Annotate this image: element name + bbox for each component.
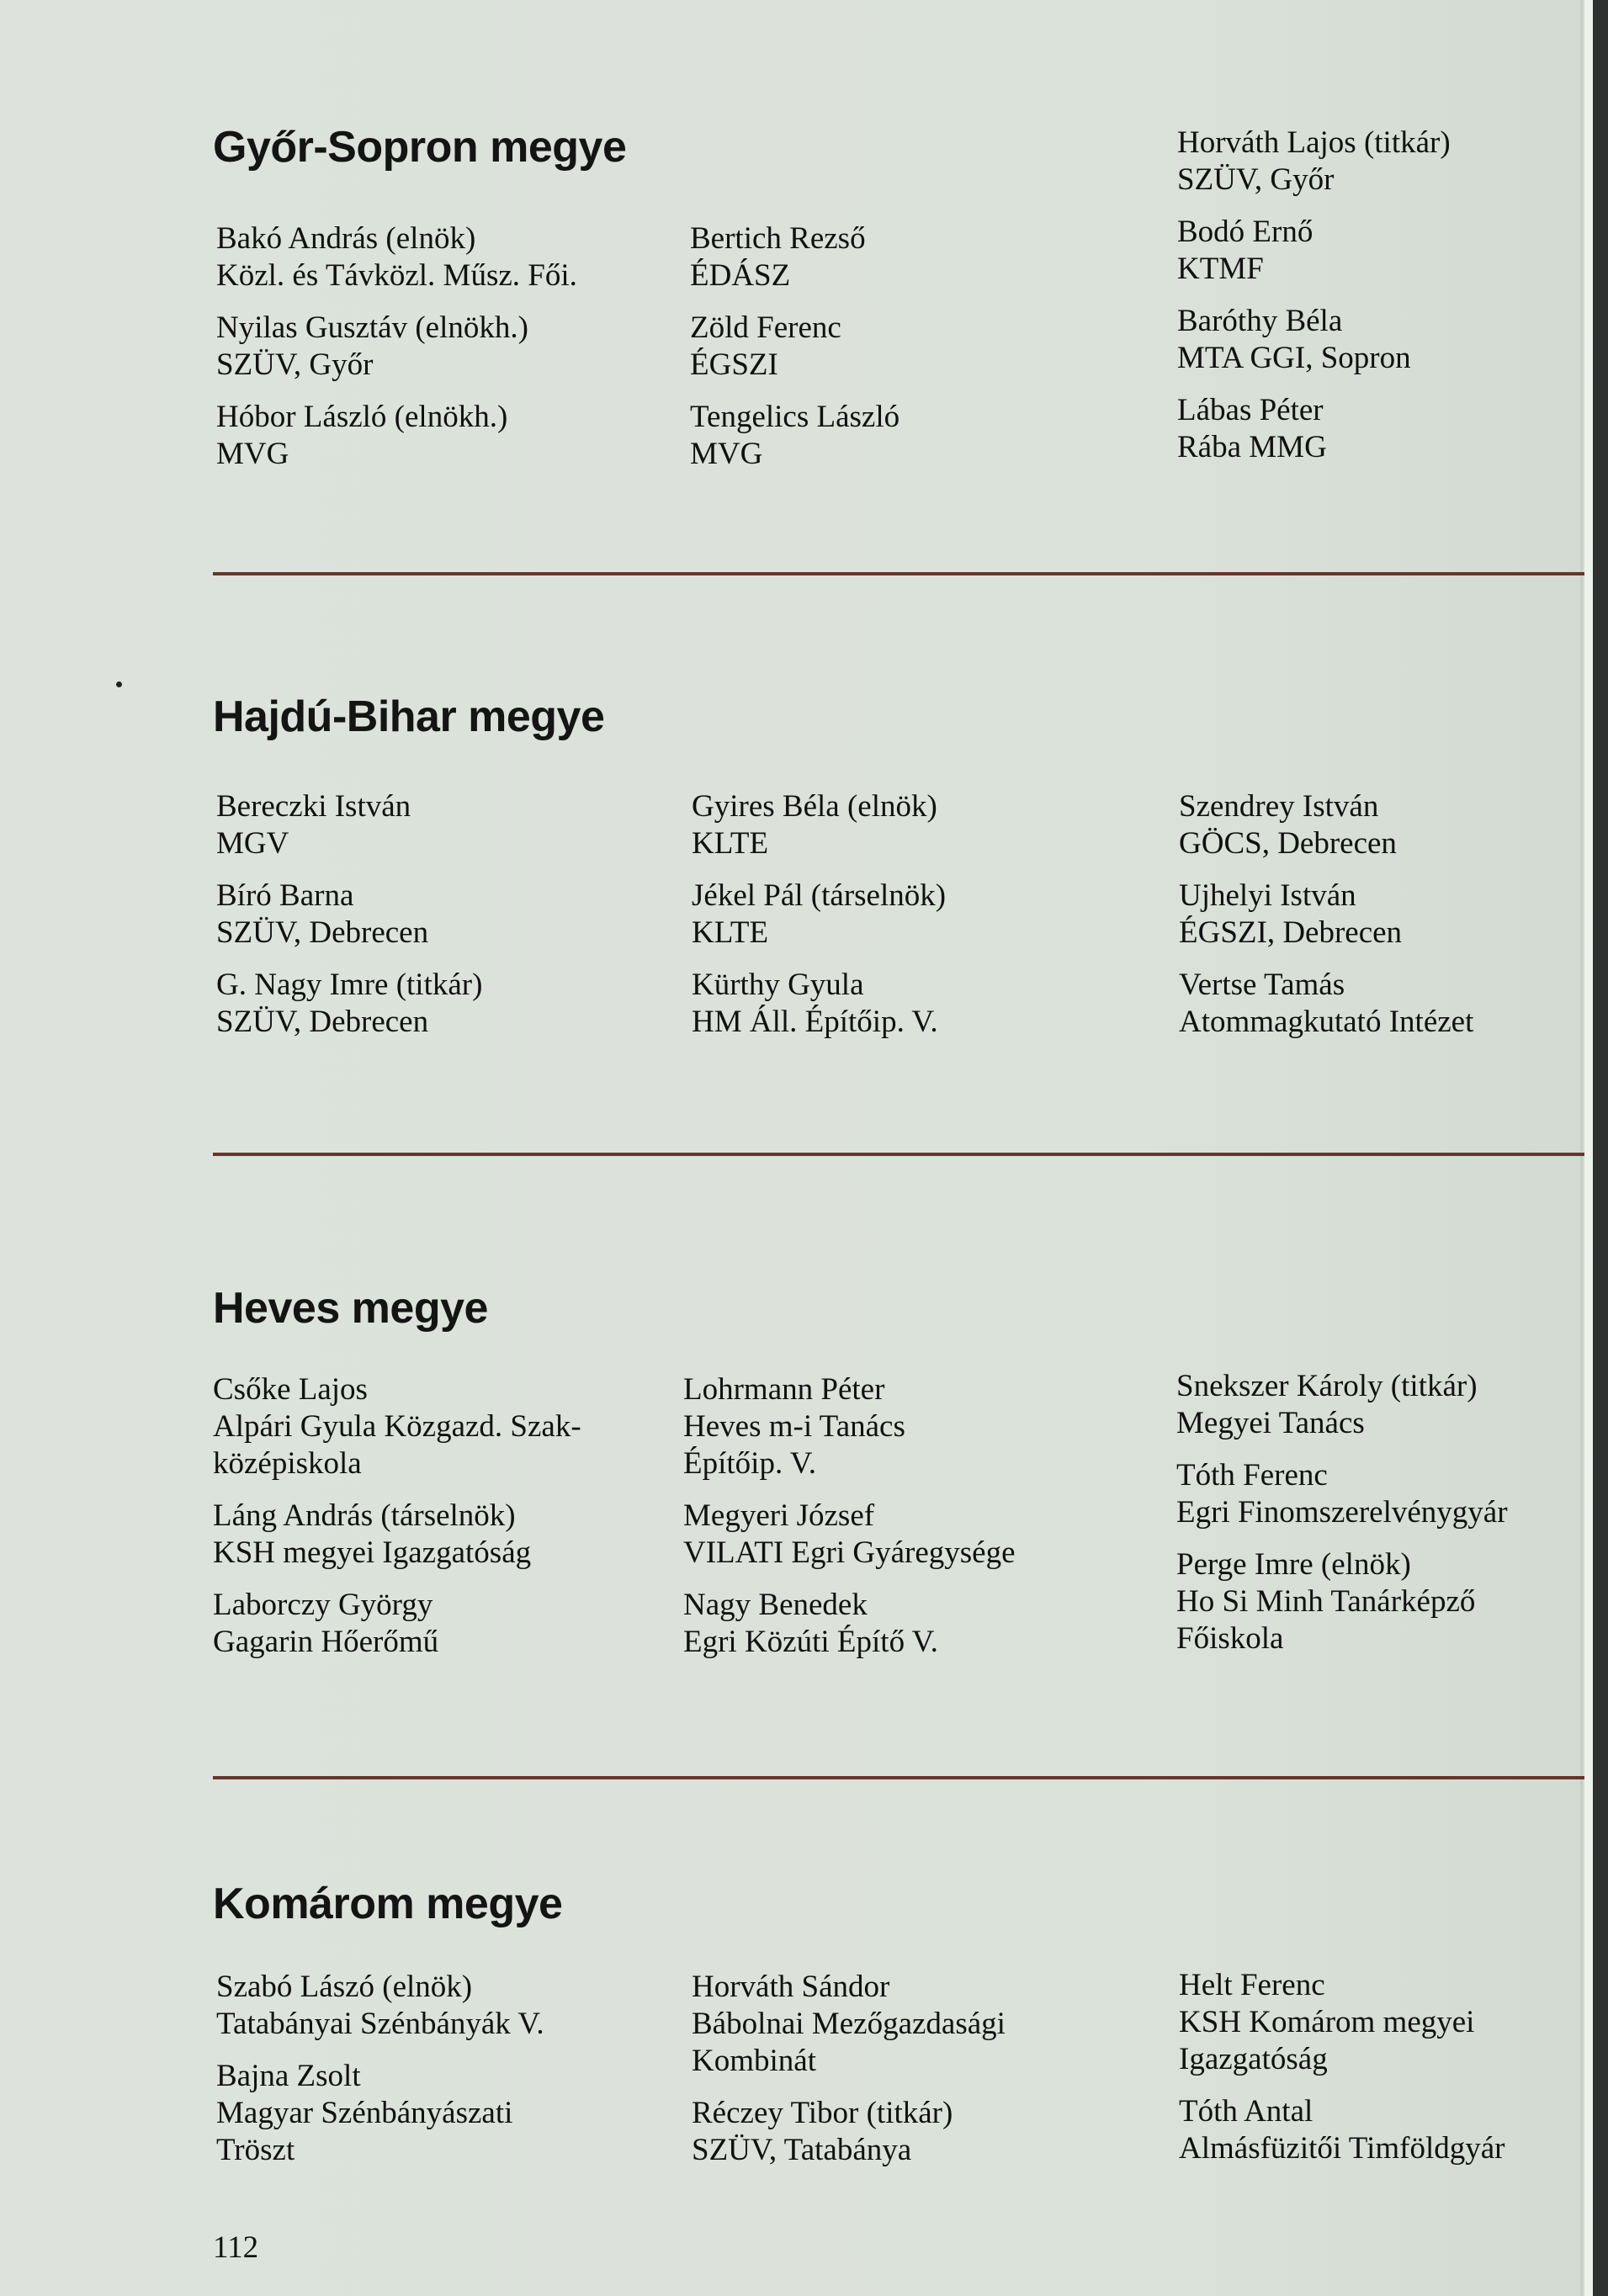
section-divider-rule (213, 1153, 1584, 1156)
section-hajdu-bihar-col-2 (692, 788, 1129, 1056)
member-entry (683, 1498, 1121, 1572)
member-organization: Almásfüzitői Timföldgyár (1179, 2131, 1505, 2166)
member-name: Nagy Benedek (683, 1588, 868, 1622)
member-entry (213, 1587, 650, 1661)
member-name: Láng András (társelnök) (213, 1498, 516, 1533)
member-name: Nyilas Gusztáv (elnökh.) (216, 310, 528, 345)
member-entry (692, 878, 1129, 952)
member-organization: Heves m-i Tanács (683, 1409, 905, 1444)
section-heves-col-2 (683, 1371, 1121, 1676)
member-name: Tengelics László (690, 400, 900, 434)
section-title-gyor-sopron: Győr-Sopron megye (213, 123, 627, 172)
section-hajdu-bihar-col-1 (216, 788, 654, 1056)
member-entry (216, 788, 654, 862)
member-organization: Egri Finomszerelvénygyár (1176, 1495, 1508, 1530)
member-organization: KSH Komárom megyei (1179, 2005, 1475, 2039)
member-name: Snekszer Károly (titkár) (1176, 1369, 1478, 1403)
member-name: Vertse Tamás (1179, 968, 1345, 1002)
member-organization: ÉDÁSZ (690, 258, 791, 293)
member-name: Laborczy György (213, 1588, 433, 1622)
member-entry (692, 1969, 1129, 2080)
member-name: Horváth Lajos (titkár) (1177, 125, 1451, 160)
section-heves-col-1 (213, 1371, 650, 1676)
member-organization: SZÜV, Győr (216, 347, 374, 382)
member-organization: KLTE (692, 915, 769, 950)
member-entry (213, 1371, 650, 1482)
member-name: Tóth Ferenc (1176, 1458, 1328, 1493)
member-organization: MGV (216, 826, 289, 861)
member-entry (1177, 214, 1608, 288)
member-organization: Alpári Gyula Közgazd. Szak- (213, 1409, 581, 1444)
member-name: Bertich Rezső (690, 221, 866, 256)
member-organization: Kombinát (692, 2044, 816, 2078)
member-organization: Magyar Szénbányászati (216, 2096, 513, 2130)
member-entry (216, 878, 654, 952)
member-entry (683, 1371, 1121, 1482)
member-entry (1176, 1546, 1608, 1657)
member-name: Helt Ferenc (1179, 1968, 1325, 2002)
member-name: Zöld Ferenc (690, 310, 841, 345)
member-name: Ujhelyi István (1179, 878, 1356, 913)
member-entry (690, 220, 1128, 294)
member-organization: Tröszt (216, 2133, 295, 2167)
member-name: Bereczki István (216, 789, 411, 824)
member-organization: Egri Közúti Építő V. (683, 1625, 938, 1659)
member-entry (1179, 878, 1608, 952)
section-divider-rule (213, 572, 1584, 575)
section-heves-col-3 (1176, 1368, 1608, 1673)
member-name: Tóth Antal (1179, 2094, 1313, 2129)
member-organization: Megyei Tanács (1176, 1406, 1365, 1440)
member-organization: GÖCS, Debrecen (1179, 826, 1397, 861)
member-name: Bodó Ernő (1177, 215, 1313, 249)
member-entry (1176, 1368, 1608, 1442)
member-entry (216, 310, 654, 384)
member-name: Gyires Béla (elnök) (692, 789, 937, 824)
section-gyor-sopron-col-2 (690, 220, 1128, 488)
member-name: Szendrey István (1179, 789, 1379, 824)
member-name: Kürthy Gyula (692, 968, 864, 1002)
section-hajdu-bihar-col-3 (1179, 788, 1608, 1056)
member-organization: SZÜV, Győr (1177, 162, 1335, 197)
member-entry (692, 788, 1129, 862)
member-entry (216, 967, 654, 1041)
member-entry (216, 220, 654, 294)
section-gyor-sopron-col-3 (1177, 125, 1608, 481)
member-name: Bakó András (elnök) (216, 221, 476, 256)
member-organization: MVG (216, 437, 289, 471)
section-komarom-col-1 (216, 1969, 654, 2184)
section-title-hajdu-bihar: Hajdú-Bihar megye (213, 692, 605, 741)
member-name: Lohrmann Péter (683, 1372, 885, 1407)
print-speck (116, 681, 122, 687)
member-name: Baróthy Béla (1177, 304, 1343, 338)
member-organization: KLTE (692, 826, 769, 861)
member-entry (1177, 125, 1608, 199)
member-organization: MTA GGI, Sopron (1177, 341, 1411, 375)
member-organization: Rába MMG (1177, 430, 1327, 464)
member-organization: KSH megyei Igazgatóság (213, 1535, 532, 1570)
member-organization: KTMF (1177, 252, 1264, 286)
member-name: Csőke Lajos (213, 1372, 368, 1407)
member-entry (216, 2058, 654, 2169)
member-organization: SZÜV, Tatabánya (692, 2133, 912, 2167)
member-organization: HM Áll. Építőip. V. (692, 1005, 938, 1039)
member-name: Jékel Pál (társelnök) (692, 878, 947, 913)
member-entry (683, 1587, 1121, 1661)
member-organization: Bábolnai Mezőgazdasági (692, 2007, 1006, 2041)
member-organization: középiskola (213, 1446, 362, 1481)
member-organization: Atommagkutató Intézet (1179, 1005, 1474, 1039)
member-organization: ÉGSZI (690, 347, 778, 382)
member-name: Lábas Péter (1177, 393, 1324, 427)
member-entry (216, 1969, 654, 2043)
member-organization: Ho Si Minh Tanárképző (1176, 1584, 1476, 1619)
member-name: Szabó Lászó (elnök) (216, 1970, 473, 2004)
member-organization: MVG (690, 437, 763, 471)
member-entry (1179, 788, 1608, 862)
member-entry (1177, 392, 1608, 466)
member-entry (213, 1498, 650, 1572)
member-name: Perge Imre (elnök) (1176, 1547, 1411, 1582)
member-organization: Tatabányai Szénbányák V. (216, 2007, 544, 2041)
member-organization: Közl. és Távközl. Műsz. Fői. (216, 258, 577, 293)
member-organization: Igazgatóság (1179, 2042, 1328, 2076)
member-organization: VILATI Egri Gyáregysége (683, 1535, 1016, 1570)
member-name: Horváth Sándor (692, 1970, 890, 2004)
member-organization: SZÜV, Debrecen (216, 1005, 429, 1039)
member-organization: Gagarin Hőerőmű (213, 1625, 439, 1659)
section-komarom-col-2 (692, 1969, 1129, 2184)
member-name: Hóbor László (elnökh.) (216, 400, 508, 434)
member-name: Réczey Tibor (titkár) (692, 2096, 953, 2130)
member-organization: Főiskola (1176, 1621, 1284, 1656)
member-organization: ÉGSZI, Debrecen (1179, 915, 1403, 950)
section-divider-rule (213, 1776, 1584, 1779)
member-entry (692, 2095, 1129, 2169)
section-komarom-col-3 (1179, 1967, 1608, 2182)
member-name: Bajna Zsolt (216, 2059, 361, 2093)
member-entry (1176, 1457, 1608, 1531)
page-number: 112 (213, 2230, 259, 2265)
member-organization: SZÜV, Debrecen (216, 915, 429, 950)
member-name: G. Nagy Imre (titkár) (216, 968, 483, 1002)
member-entry (1177, 303, 1608, 377)
section-title-heves: Heves megye (213, 1284, 488, 1333)
member-entry (690, 310, 1128, 384)
member-entry (216, 399, 654, 473)
member-entry (1179, 1967, 1608, 2078)
member-name: Bíró Barna (216, 878, 354, 913)
member-entry (692, 967, 1129, 1041)
member-entry (1179, 2093, 1608, 2167)
section-title-komarom: Komárom megye (213, 1880, 563, 1928)
section-gyor-sopron-col-1 (216, 220, 654, 488)
member-name: Megyeri József (683, 1498, 875, 1533)
member-entry (1179, 967, 1608, 1041)
member-organization: Építőip. V. (683, 1446, 816, 1481)
member-entry (690, 399, 1128, 473)
